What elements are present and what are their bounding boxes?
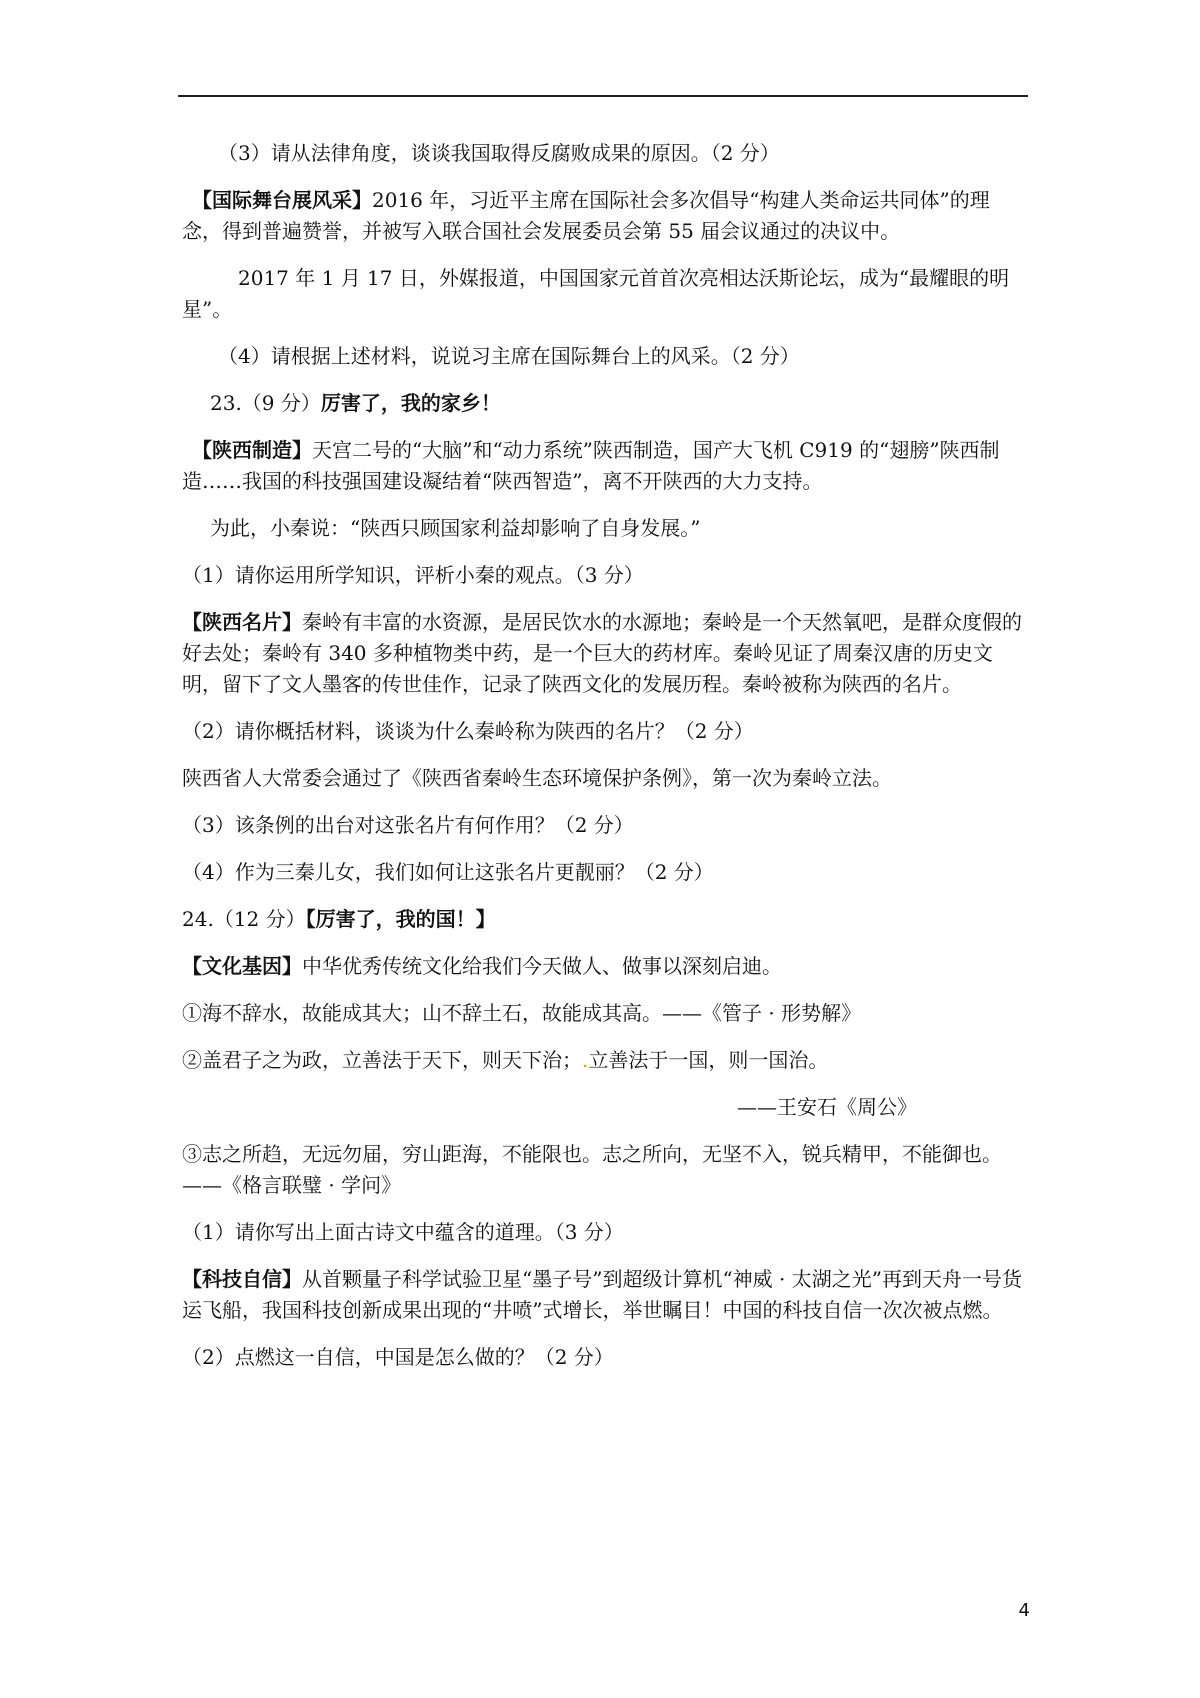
section-heading: 厉害了，我的家乡！: [320, 391, 501, 415]
question-22-4: [182, 341, 1027, 372]
question-text: （4）作为三秦儿女，我们如何让这张名片更靓丽？（2 分）: [182, 860, 714, 884]
question-24-header: [182, 904, 1027, 935]
question-number: 23.（9 分）: [210, 391, 321, 415]
page-number: 4: [1018, 1600, 1030, 1621]
material-text: 秦岭有丰富的水资源，是居民饮水的水源地；秦岭是一个天然氧吧，是群众度假的好去处；秦岭有 340 多种植物类中药，是一个巨大的药材库。秦岭见证了周秦汉唐的历史文明，留下了文人墨客的传世佳作，记录了陕西文化的发展历程。秦岭被称为陕西的名片。: [182, 610, 1022, 696]
question-23-3: [182, 810, 1027, 841]
material-text: 2017 年 1 月 17 日，外媒报道，中国国家元首首次亮相达沃斯论坛，成为“最耀眼的明星”。: [182, 266, 1010, 321]
question-22-3: [182, 138, 1027, 169]
section-heading: 【陕西制造】: [192, 438, 312, 462]
material-text: 天宫二号的“大脑”和“动力系统”陕西制造，国产大飞机 C919 的“翅膀”陕西制造……我国的科技强国建设凝结着“陕西智造”，离不开陕西的大力支持。: [182, 438, 1000, 493]
question-text: （1）请你运用所学知识，评析小秦的观点。（3 分）: [182, 563, 644, 587]
quote-text: ①海不辞水，故能成其大；山不辞土石，故能成其高。——《管子 · 形势解》: [182, 1001, 862, 1025]
quote-3: [182, 1139, 1027, 1201]
material-international-stage: [182, 185, 1027, 247]
xiaoqin-statement: [182, 513, 1027, 544]
section-heading: 【文化基因】: [182, 954, 302, 978]
question-text: （2）点燃这一自信，中国是怎么做的？（2 分）: [182, 1345, 614, 1369]
section-heading: 【国际舞台展风采】: [192, 188, 372, 212]
section-heading: 【科技自信】: [182, 1267, 302, 1291]
quote-text: 立善法于一国，则一国治。: [588, 1048, 829, 1072]
question-23-1: [182, 560, 1027, 591]
section-heading: 【陕西名片】: [182, 610, 302, 634]
question-text: （3）请从法律角度，谈谈我国取得反腐败成果的原因。（2 分）: [218, 141, 780, 165]
material-regulation: [182, 763, 1027, 794]
quote-attribution: ——王安石《周公》: [737, 1095, 917, 1119]
quote-1: [182, 998, 1027, 1029]
material-tech: [182, 1264, 1027, 1326]
header-rule: [178, 95, 1028, 97]
question-24-2: [182, 1342, 1027, 1373]
material-text: 为此，小秦说：“陕西只顾国家利益却影响了自身发展。”: [210, 516, 701, 540]
material-text: 从首颗量子科学试验卫星“墨子号”到超级计算机“神威 · 太湖之光”再到天舟一号货运飞船，我国科技创新成果出现的“井喷”式增长，举世瞩目！中国的科技自信一次次被点燃。: [182, 1267, 1022, 1322]
material-text: 2016 年，习近平主席在国际社会多次倡导“构建人类命运共同体”的理念，得到普遍赞誉，并被写入联合国社会发展委员会第 55 届会议通过的决议中。: [182, 188, 990, 243]
ink-mark: .: [582, 1048, 589, 1072]
material-shaanxi-card: [182, 607, 1027, 700]
question-23-4: [182, 857, 1027, 888]
material-culture: [182, 951, 1027, 982]
material-text: 中华优秀传统文化给我们今天做人、做事以深刻启迪。: [302, 954, 782, 978]
quote-2: [182, 1045, 1027, 1076]
question-23-header: [182, 388, 1027, 419]
material-shaanxi-made: [182, 435, 1027, 497]
question-number: 24.（12 分）: [182, 907, 306, 931]
document-body: [182, 138, 1027, 1389]
quote-text: ③志之所趋，无远勿届，穷山距海，不能限也。志之所向，无坚不入，锐兵精甲，不能御也。——《格言联璧 · 学问》: [182, 1142, 1002, 1197]
material-davos: [182, 263, 1027, 325]
question-text: （3）该条例的出台对这张名片有何作用？（2 分）: [182, 813, 634, 837]
section-heading: 【厉害了，我的国！】: [305, 907, 496, 931]
quote-2-attribution: [182, 1092, 1027, 1123]
quote-text: ②盖君子之为政，立善法于天下，则天下治；: [182, 1048, 582, 1072]
question-text: （4）请根据上述材料，说说习主席在国际舞台上的风采。（2 分）: [218, 344, 800, 368]
question-text: （1）请你写出上面古诗文中蕴含的道理。（3 分）: [182, 1220, 624, 1244]
question-23-2: [182, 716, 1027, 747]
question-24-1: [182, 1217, 1027, 1248]
question-text: （2）请你概括材料，谈谈为什么秦岭称为陕西的名片？（2 分）: [182, 719, 754, 743]
material-text: 陕西省人大常委会通过了《陕西省秦岭生态环境保护条例》，第一次为秦岭立法。: [182, 766, 892, 790]
